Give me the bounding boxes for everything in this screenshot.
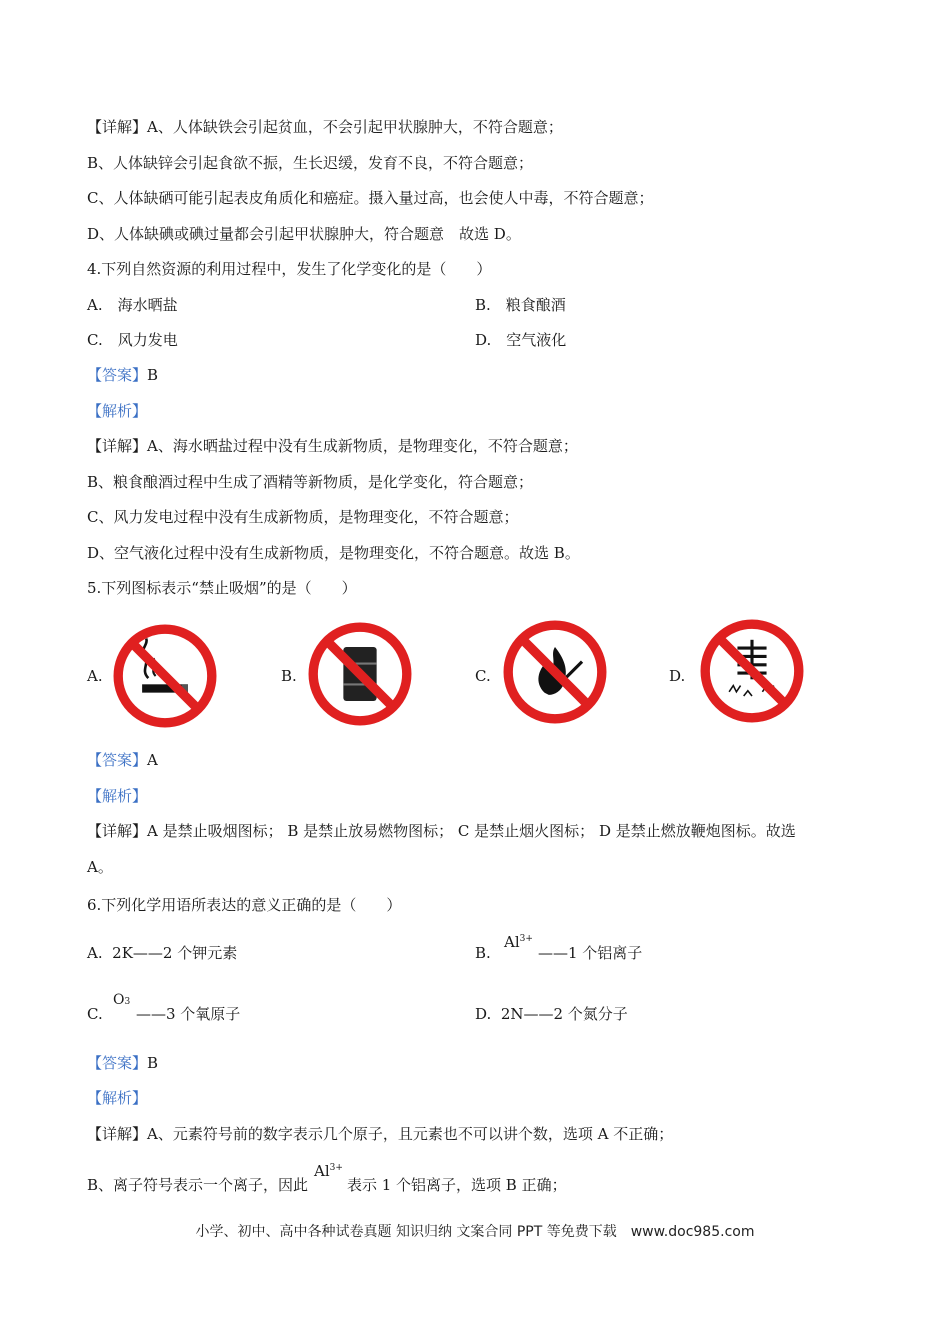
q4-explain-c: C、风力发电过程中没有生成新物质，是物理变化，不符合题意； [87, 508, 519, 526]
q6-option-c [87, 1004, 103, 1024]
q4-analysis-tag: 【解析】 [87, 402, 148, 420]
option-text: 2N——2 个氮分子 [500, 1005, 628, 1023]
q6-explain-a: 【详解】A、元素符号前的数字表示几个原子，且元素也不可以讲个数，选项 A 不正确； [87, 1125, 674, 1143]
q3-explain-a: 【详解】A、人体缺铁会引起贫血，不会引起甲状腺肿大，不符合题意； [87, 118, 563, 136]
q6-c-text: ——3 个氧原子 [136, 1005, 241, 1023]
q5-label-a: A. [87, 667, 103, 685]
q5-label-b: B. [281, 667, 297, 685]
q6-stem: 6.下列化学用语所表达的意义正确的是（ ） [87, 896, 402, 914]
q4-option-d: D. 空气液化 [475, 331, 567, 349]
option-label: B. [475, 944, 491, 962]
q5-explain-1: 【详解】A 是禁止吸烟图标； B 是禁止放易燃物图标； C 是禁止烟火图标； D 是禁止燃放鞭炮图标。故选 [87, 822, 796, 840]
no-smoking-icon [113, 624, 217, 728]
q6-answer [87, 1053, 158, 1073]
no-flammable-drum-icon [308, 622, 412, 726]
q4-explain-d: D、空气液化过程中没有生成新物质，是物理变化，不符合题意。故选 B。 [87, 544, 580, 562]
q4-explain-a: 【详解】A、海水晒盐过程中没有生成新物质，是物理变化，不符合题意； [87, 437, 578, 455]
formula-subscript: 3 [124, 997, 131, 1007]
q5-label-c: C. [475, 667, 491, 685]
no-firecrackers-icon [700, 619, 804, 723]
explain-text: 表示 1 个铝离子，选项 B 正确； [346, 1176, 567, 1194]
answer-value: A [147, 751, 158, 769]
option-label: C. [87, 1005, 103, 1023]
inline-formula [314, 1162, 343, 1180]
q6-c-formula [113, 990, 130, 1012]
formula-charge: 3+ [519, 934, 533, 944]
formula-symbol: Al [504, 933, 520, 951]
q4-answer [87, 365, 158, 385]
q5-analysis-tag: 【解析】 [87, 787, 148, 805]
q6-explain-b [87, 1162, 567, 1195]
no-open-flame-icon [503, 620, 607, 724]
q6-b-text: ——1 个铝离子 [538, 944, 643, 962]
answer-value: B [147, 1054, 159, 1072]
q4-option-c: C. 风力发电 [87, 331, 178, 349]
q5-answer [87, 750, 158, 770]
option-label: D. [475, 1005, 492, 1023]
option-label: A. [87, 944, 103, 962]
formula-symbol: O [113, 992, 125, 1008]
q4-option-a: A. 海水晒盐 [87, 296, 178, 314]
q5-label-d: D. [669, 667, 686, 685]
answer-tag: 【答案】 [87, 366, 148, 384]
q6-b-formula [504, 929, 533, 952]
q6-option-b [475, 943, 491, 963]
formula-symbol: Al [314, 1162, 330, 1180]
q5-explain-2: A。 [87, 858, 113, 876]
option-text: 2K——2 个钾元素 [112, 944, 238, 962]
q4-option-b: B. 粮食酿酒 [475, 296, 566, 314]
q3-explain-b: B、人体缺锌会引起食欲不振，生长迟缓，发育不良，不符合题意； [87, 154, 534, 172]
footer-text: 小学、初中、高中各种试卷真题 知识归纳 文案合同 PPT 等免费下载 www.doc985.com [195, 1224, 755, 1240]
explain-text: B、离子符号表示一个离子，因此 [87, 1176, 309, 1194]
q6-option-a [87, 943, 237, 963]
answer-tag: 【答案】 [87, 751, 148, 769]
q6-analysis-tag: 【解析】 [87, 1089, 148, 1107]
answer-value: B [147, 366, 159, 384]
q4-explain-b: B、粮食酿酒过程中生成了酒精等新物质，是化学变化，符合题意； [87, 473, 534, 491]
q3-explain-c: C、人体缺硒可能引起表皮角质化和癌症。摄入量过高，也会使人中毒，不符合题意； [87, 189, 654, 207]
formula-charge: 3+ [329, 1163, 343, 1173]
q5-stem: 5.下列图标表示“禁止吸烟”的是（ ） [87, 579, 357, 597]
q4-stem: 4.下列自然资源的利用过程中，发生了化学变化的是（ ） [87, 260, 492, 278]
q6-option-d [475, 1004, 628, 1024]
q3-explain-d: D、人体缺碘或碘过量都会引起甲状腺肿大，符合题意 故选 D。 [87, 225, 521, 243]
answer-tag: 【答案】 [87, 1054, 148, 1072]
